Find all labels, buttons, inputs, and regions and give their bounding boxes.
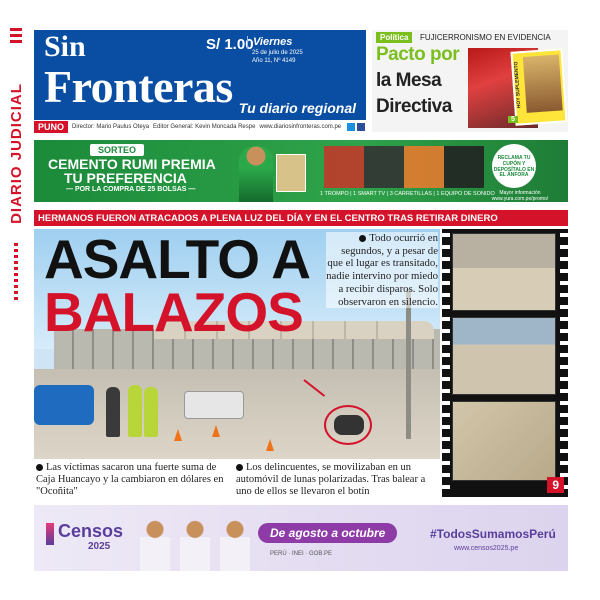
ad-coupon-circle: RECLAMA TU CUPÓN Y DEPOSÍTALO EN EL ÁNFORA — [492, 144, 536, 188]
bystander — [106, 387, 120, 437]
prize-products-image — [324, 146, 484, 188]
traffic-cone — [174, 429, 182, 441]
bullet-icon — [236, 464, 243, 471]
traffic-cone — [212, 425, 220, 437]
issue-number: Año 11, Nº 4149 — [252, 58, 296, 64]
caption-right — [236, 462, 440, 498]
bullet-icon — [36, 464, 43, 471]
masthead-name-line2: Fronteras — [44, 61, 233, 112]
census-hashtag: #TodosSumamosPerú — [430, 527, 556, 541]
caption-right-text: Los delincuentes, se movilizaban en un automóvil de lunas polarizadas. Tras balear a uno de ellos se llevaron el botín — [236, 462, 426, 498]
lead-body — [326, 232, 438, 308]
facebook-icon[interactable] — [357, 123, 365, 131]
lead-headline-line-1: ASALTO A — [44, 228, 310, 290]
supplement-cover — [510, 48, 567, 125]
census-people-image — [140, 511, 254, 571]
film-frame-3 — [452, 401, 556, 481]
side-banner — [4, 28, 28, 278]
website-link[interactable]: www.diariosinfronteras.com.pe — [259, 124, 342, 130]
film-frame-2 — [452, 317, 556, 395]
census-sponsor-logos: PERÚ · INEI · GOB.PE — [270, 551, 333, 557]
census-url[interactable]: www.censos2025.pe — [454, 545, 519, 552]
lead-body-text: Todo ocurrió en segundos, y a pesar de que el lugar es transitado, nadie intervino por miedo a recibir disparos. Solo observaron en silencio. — [326, 232, 438, 308]
price: S/ 1.00 — [206, 36, 254, 53]
politics-page-number: 5 — [508, 116, 518, 123]
film-holes — [560, 229, 568, 497]
politics-kicker: FUJICERRONISMO EN EVIDENCIA — [420, 33, 551, 42]
politics-headline-2: la Mesa — [376, 70, 442, 91]
lead-headline-line-2: BALAZOS — [44, 281, 303, 343]
ad-more-info: Mayor información www.yura.com.pe/promo/ — [491, 190, 549, 202]
police-officer — [144, 387, 158, 437]
info-bar — [34, 120, 366, 134]
white-pickup — [184, 391, 244, 419]
region-badge: PUNO — [34, 121, 68, 133]
traffic-cone — [266, 439, 274, 451]
blue-taxi — [34, 385, 94, 425]
ad-line-2: TU PREFERENCIA — [64, 170, 187, 186]
side-banner-bar — [10, 40, 22, 43]
masthead — [34, 30, 366, 120]
police-officer — [128, 385, 142, 437]
side-banner-text: DIARIO JUDICIAL — [7, 82, 25, 224]
side-banner-bar — [10, 34, 22, 37]
photo-film-strip — [442, 229, 568, 497]
side-banner-stripes — [14, 243, 18, 303]
film-frame-1 — [452, 233, 556, 311]
supplement-label: HOY SUPLEMENTO — [513, 61, 523, 109]
caption-left-text: Las víctimas sacaron una fuerte suma de Caja Huancayo y la cambiaron en dólares en "Ocoñita" — [36, 462, 224, 498]
side-banner-bar — [10, 28, 22, 31]
film-holes — [442, 229, 450, 497]
director-credit: Director: Mario Paulus Oteya — [72, 124, 150, 130]
census-year: 2025 — [88, 541, 111, 552]
lead-kicker-strip: HERMANOS FUERON ATRACADOS A PLENA LUZ DEL DÍA Y EN EL CENTRO TRAS RETIRAR DINERO — [34, 210, 568, 226]
politics-headline-1: Pacto por — [376, 44, 460, 65]
issue-date: 25 de julio de 2025 — [252, 50, 303, 56]
cement-bag-image — [276, 154, 306, 192]
caption-left — [36, 462, 232, 498]
census-logo: Censos — [58, 521, 124, 541]
ad-line-3: — POR LA COMPRA DE 25 BOLSAS — — [66, 186, 196, 193]
highlight-circle — [324, 405, 372, 445]
cement-ad[interactable] — [34, 140, 568, 202]
ad-badge: SORTEO — [90, 144, 144, 156]
census-ad[interactable] — [34, 505, 568, 571]
politics-teaser[interactable] — [372, 30, 568, 132]
ad-line-1: CEMENTO RUMI PREMIA — [48, 156, 216, 172]
editor-credit: Editor General: Kevin Moncada Respe — [153, 124, 256, 130]
issue-day: Viernes — [247, 36, 292, 48]
bullet-icon — [359, 235, 366, 242]
tagline: Tu diario regional — [238, 100, 356, 116]
twitter-icon[interactable] — [347, 123, 355, 131]
section-label: Política — [376, 32, 412, 43]
census-dates-button[interactable]: De agosto a octubre — [258, 523, 397, 543]
census-logo-icon — [46, 523, 54, 545]
ad-person-image — [239, 146, 273, 202]
politics-headline-3: Directiva — [376, 96, 452, 117]
ad-prizes: 1 TROMPO | 1 SMART TV | 3 CARRETILLAS | 1 EQUIPO DE SONIDO — [320, 191, 495, 197]
masthead-name-line1: Sin — [44, 30, 86, 63]
lead-page-number: 9 — [547, 477, 564, 493]
